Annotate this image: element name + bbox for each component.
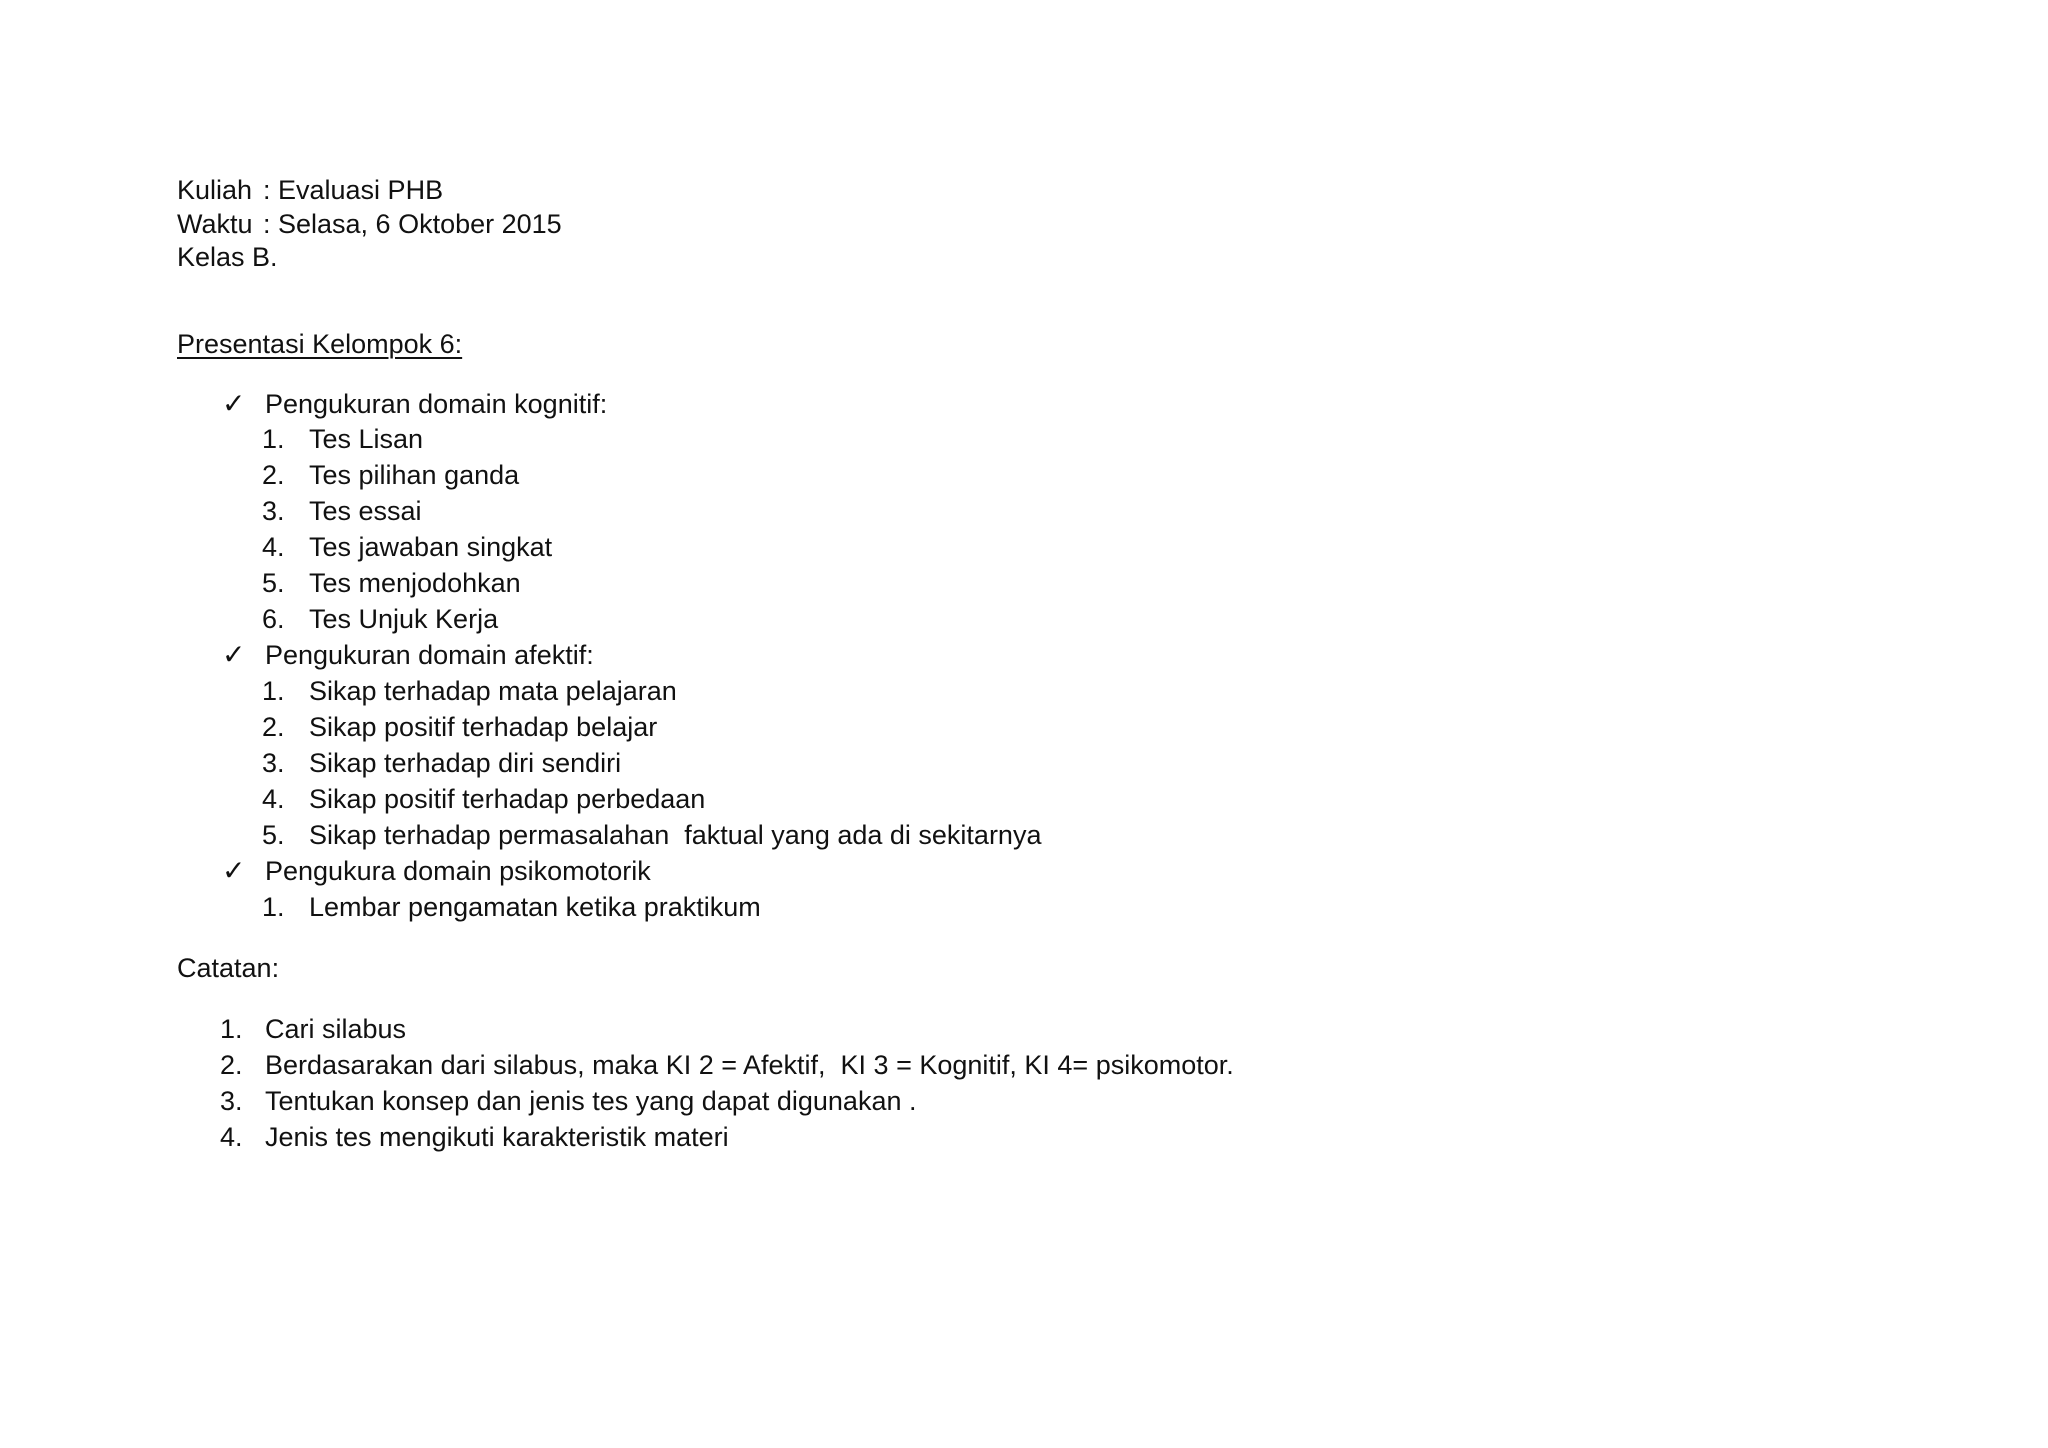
list-item-number: 2. bbox=[262, 712, 285, 742]
time-value: : Selasa, 6 Oktober 2015 bbox=[263, 209, 562, 239]
course-value: : Evaluasi PHB bbox=[263, 175, 444, 205]
section-title: Pengukura domain psikomotorik bbox=[265, 856, 651, 886]
list-item: Lembar pengamatan ketika praktikum bbox=[309, 892, 761, 922]
list-item-number: 1. bbox=[262, 676, 285, 706]
note-number: 3. bbox=[220, 1086, 243, 1116]
note-item: Berdasarakan dari silabus, maka KI 2 = Afektif, KI 3 = Kognitif, KI 4= psikomotor. bbox=[265, 1050, 1234, 1080]
list-item-number: 4. bbox=[262, 784, 285, 814]
list-item-number: 1. bbox=[262, 892, 285, 922]
list-item-number: 2. bbox=[262, 460, 285, 490]
check-icon: ✓ bbox=[222, 387, 246, 420]
section-title: Pengukuran domain afektif: bbox=[265, 640, 594, 670]
note-number: 2. bbox=[220, 1050, 243, 1080]
list-item: Tes menjodohkan bbox=[309, 568, 521, 598]
list-item: Tes pilihan ganda bbox=[309, 460, 520, 490]
check-icon: ✓ bbox=[222, 854, 246, 887]
list-item: Tes essai bbox=[309, 496, 422, 526]
note-item: Tentukan konsep dan jenis tes yang dapat digunakan . bbox=[265, 1086, 917, 1116]
class-label: Kelas B. bbox=[177, 242, 278, 272]
list-item: Sikap terhadap mata pelajaran bbox=[309, 676, 677, 706]
list-item-number: 5. bbox=[262, 820, 285, 850]
note-number: 4. bbox=[220, 1122, 243, 1152]
note-item: Jenis tes mengikuti karakteristik materi bbox=[265, 1122, 729, 1152]
list-item: Sikap positif terhadap perbedaan bbox=[309, 784, 706, 814]
list-item-number: 4. bbox=[262, 532, 285, 562]
list-item-number: 3. bbox=[262, 748, 285, 778]
check-icon: ✓ bbox=[222, 638, 246, 671]
course-label: Kuliah bbox=[177, 175, 253, 205]
time-label: Waktu bbox=[177, 209, 253, 239]
list-item: Tes Lisan bbox=[309, 424, 424, 454]
list-item: Sikap terhadap diri sendiri bbox=[309, 748, 622, 778]
list-item: Tes Unjuk Kerja bbox=[309, 604, 499, 634]
list-item: Tes jawaban singkat bbox=[309, 532, 553, 562]
list-item: Sikap positif terhadap belajar bbox=[309, 712, 658, 742]
list-item-number: 3. bbox=[262, 496, 285, 526]
list-item: Sikap terhadap permasalahan faktual yang ada di sekitarnya bbox=[309, 820, 1042, 850]
list-item-number: 1. bbox=[262, 424, 285, 454]
section-title: Pengukuran domain kognitif: bbox=[265, 389, 608, 419]
note-number: 1. bbox=[220, 1014, 243, 1044]
list-item-number: 5. bbox=[262, 568, 285, 598]
notes-title: Catatan: bbox=[177, 953, 280, 983]
list-item-number: 6. bbox=[262, 604, 285, 634]
note-item: Cari silabus bbox=[265, 1014, 407, 1044]
presentation-title: Presentasi Kelompok 6: bbox=[177, 329, 463, 359]
